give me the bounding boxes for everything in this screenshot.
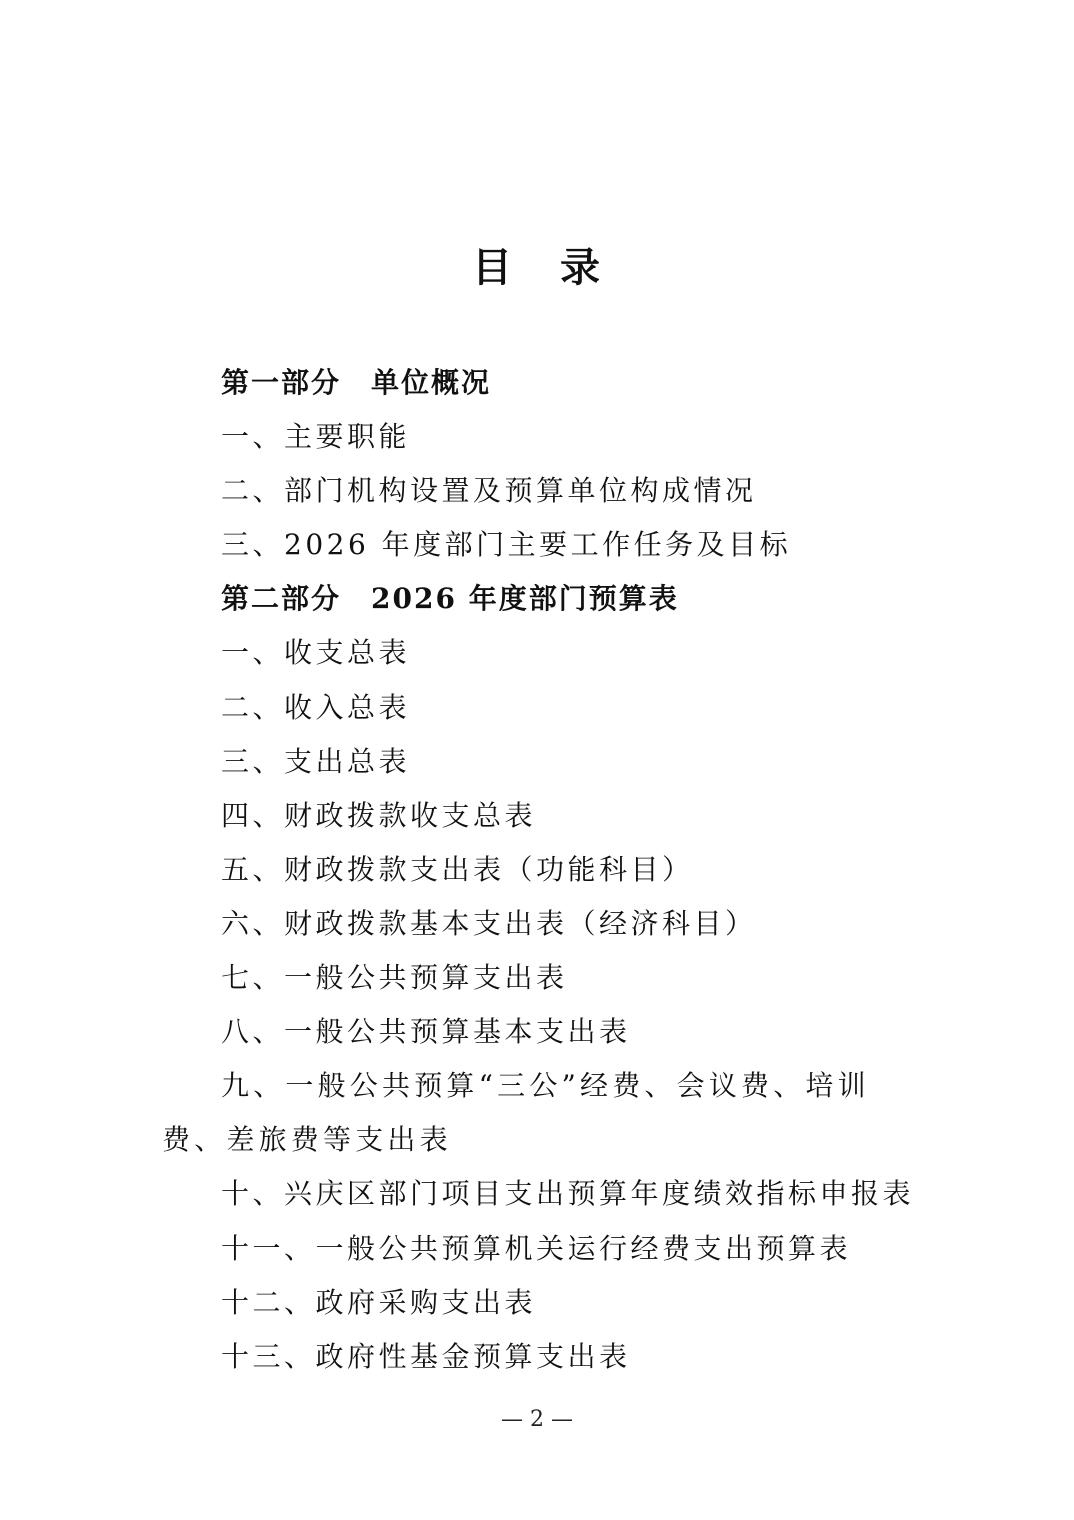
toc-item: 九、一般公共预算“三公”经费、会议费、培训费、差旅费等支出表 [162,1069,870,1157]
title-char-2: 录 [560,244,602,291]
toc-item: 十一、一般公共预算机关运行经费支出预算表 [221,1231,852,1265]
toc-item: 二、部门机构设置及预算单位构成情况 [221,474,757,508]
toc-item: 一、收支总表 [221,636,411,670]
part-label: 第一部分 [221,366,342,399]
toc-item: 七、一般公共预算支出表 [221,961,568,995]
page-title [0,236,1074,300]
toc-item: 十三、政府性基金预算支出表 [221,1339,631,1373]
toc-item: 十、兴庆区部门项目支出预算年度绩效指标申报表 [221,1177,915,1211]
toc-item: 二、收入总表 [221,690,411,724]
toc-item: 三、2026 年度部门主要工作任务及目标 [221,528,792,562]
part-title: 单位概况 [371,366,492,399]
toc-item: 八、一般公共预算基本支出表 [221,1015,631,1049]
table-of-contents [162,356,922,1384]
toc-item: 十二、政府采购支出表 [221,1285,537,1319]
toc-part-heading [162,356,922,410]
part-label: 第二部分 [221,582,342,616]
page-number: — 2 — [501,1407,573,1432]
toc-item: 六、财政拨款基本支出表（经济科目） [221,906,757,940]
toc-item: 五、财政拨款支出表（功能科目） [221,852,694,886]
toc-item: 三、支出总表 [221,744,411,778]
toc-item: 四、财政拨款收支总表 [221,798,537,832]
title-char-1: 目 [472,244,514,291]
part-title: 2026 年度部门预算表 [371,582,679,616]
toc-item: 一、主要职能 [221,420,411,454]
toc-part-heading [162,572,922,626]
